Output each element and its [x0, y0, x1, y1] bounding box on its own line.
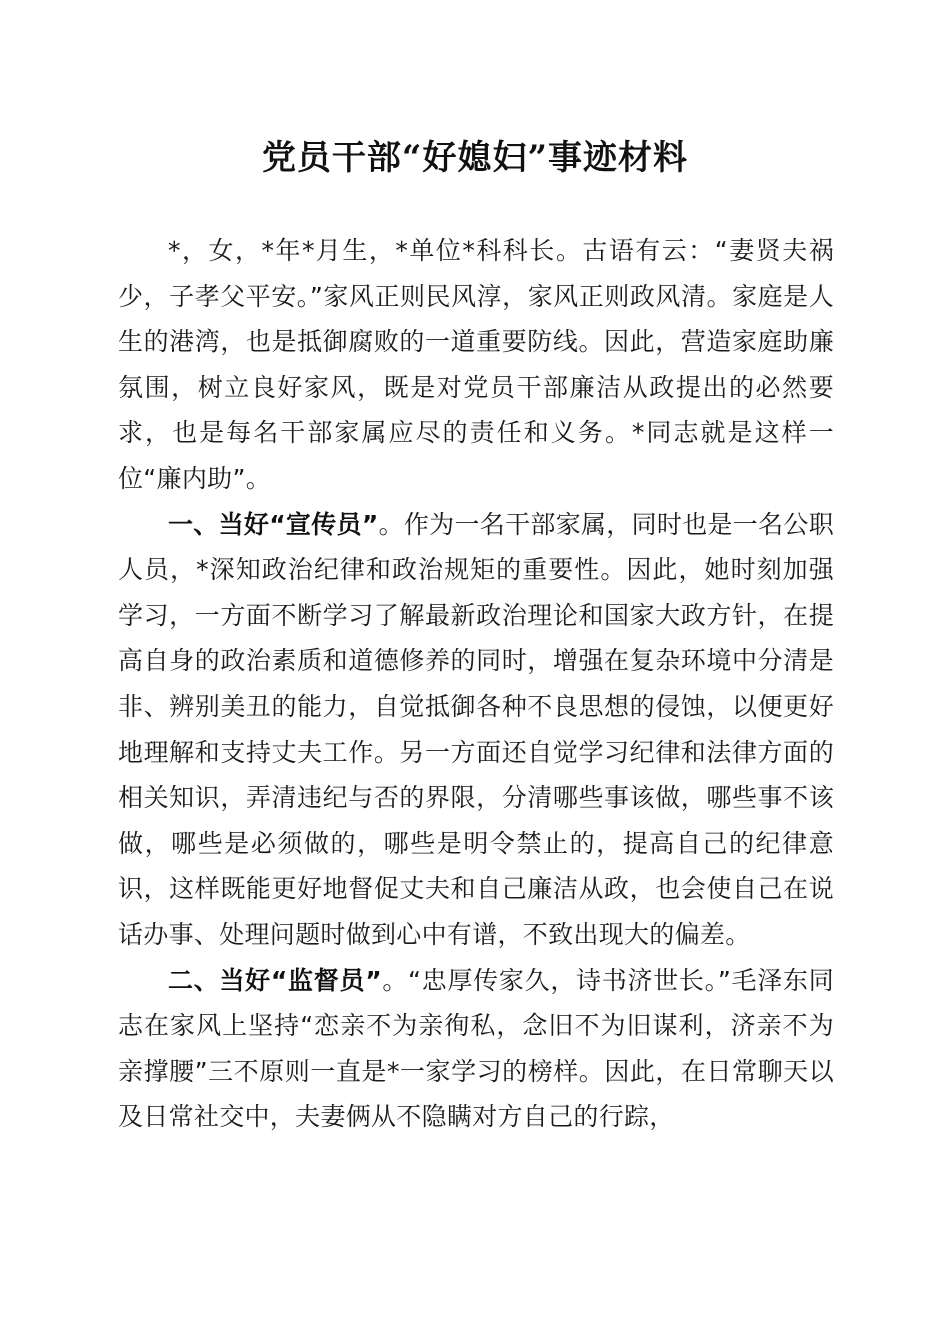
paragraph-section-1 — [118, 502, 834, 958]
section-1-text: 。作为一名干部家属，同时也是一名公职人员，*深知政治纪律和政治规矩的重要性。因此，她时刻加强学习，一方面不断学习了解最新政治理论和国家大政方针，在提高自身的政治素质和道德修养的同时，增强在复杂环境中分清是非、辨别美丑的能力，自觉抵御各种不良思想的侵蚀，以便更好地理解和支持丈夫工作。另一方面还自觉学习纪律和法律方面的相关知识，弄清违纪与否的界限，分清哪些事该做，哪些事不该做，哪些是必须做的，哪些是明令禁止的，提高自己的纪律意识，这样既能更好地督促丈夫和自己廉洁从政，也会使自己在说话办事、处理问题时做到心中有谱，不致出现大的偏差。 — [118, 509, 835, 949]
section-2-heading: 二、当好“监督员” — [168, 965, 382, 995]
section-1-heading: 一、当好“宣传员” — [168, 509, 379, 539]
document-body — [118, 228, 834, 1140]
paragraph-intro-text: *，女，*年*月生，*单位*科科长。古语有云：“妻贤夫祸少，子孝父平安。”家风正则民风淳，家风正则政风清。家庭是人生的港湾，也是抵御腐败的一道重要防线。因此，营造家庭助廉氛围，树立良好家风，既是对党员干部廉洁从政提出的必然要求，也是每名干部家属应尽的责任和义务。*同志就是这样一位“廉内助”。 — [118, 236, 834, 493]
document-title: 党员干部“好媳妇”事迹材料 — [261, 138, 689, 178]
paragraph-section-2 — [118, 958, 834, 1140]
paragraph-intro — [118, 228, 834, 502]
section-2-text: 。“忠厚传家久，诗书济世长。”毛泽东同志在家风上坚持“恋亲不为亲徇私，念旧不为旧谋利，济亲不为亲撑腰”三不原则一直是*一家学习的榜样。因此，在日常聊天以及日常社交中，夫妻俩从不隐瞒对方自己的行踪， — [118, 965, 834, 1132]
